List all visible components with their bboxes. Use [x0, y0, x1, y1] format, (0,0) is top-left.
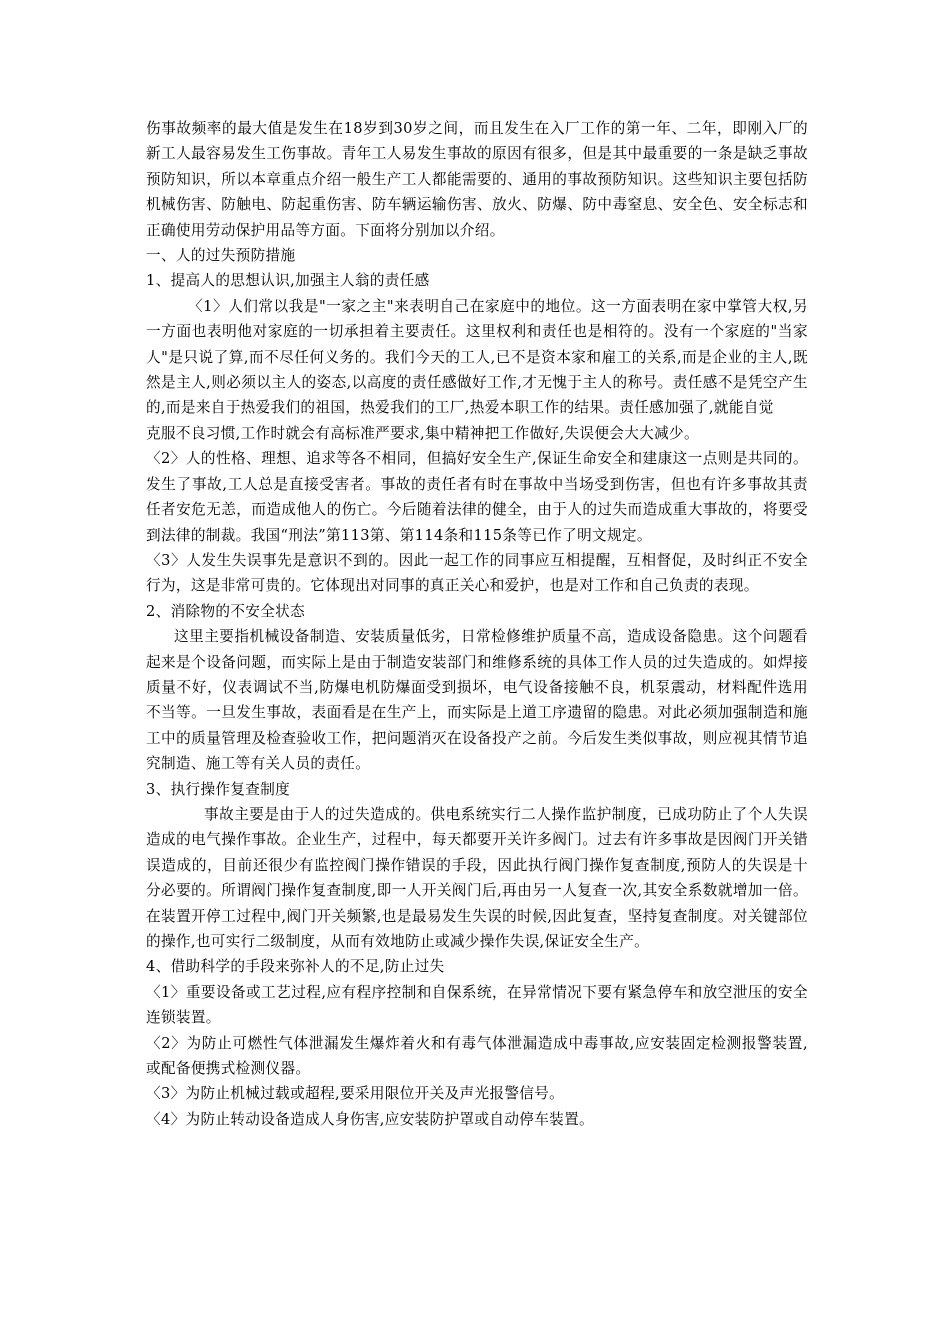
- heading-subsection-2: 2、消除物的不安全状态: [146, 602, 306, 620]
- list-item: 〈4〉为防止转动设备造成人身伤害,应安装防护罩或自动停车装置。: [146, 1110, 594, 1128]
- list-item: 〈2〉为防止可燃性气体泄漏发生爆炸着火和有毒气体泄漏造成中毒事故,应安装固定检测报警装置,或配备便携式检测仪器。: [146, 1034, 808, 1078]
- list-item: 〈3〉为防止机械过载或超程,要采用限位开关及声光报警信号。: [146, 1085, 565, 1103]
- paragraph-1-2: 〈2〉人的性格、理想、追求等各不相同，但搞好安全生产,保证生命安全和建康这一点则是共同的。发生了事故,工人总是直接受害者。事故的责任者有时在事故中当场受到伤害，但也有许多事故其责任者安危无恙，而造成他人的伤亡。今后随着法律的健全，由于人的过失而造成重大事故的，将要受到法律的制裁。我国“刑法”第113第、第114条和115条等已作了明文规定。: [146, 450, 808, 544]
- paragraph-1-1-continued: 克服不良习惯,工作时就会有高标准严要求,集中精神把工作做好,失误便会大大减少。: [146, 424, 699, 442]
- document-body: [146, 116, 808, 1132]
- paragraph-3-1: 事故主要是由于人的过失造成的。供电系统实行二人操作监护制度，已成功防止了个人失误造成的电气操作事故。企业生产，过程中，每天都要开关许多阀门。过去有许多事故是因阀门开关错误造成的，目前还很少有监控阀门操作错误的手段，因此执行阀门操作复查制度,预防人的失误是十分必要的。所谓阀门操作复查制度,即一人开关阀门后,再由另一人复查一次,其安全系数就增加一倍。在装置开停工过程中,阀门开关频繁,也是最易发生失误的时候,因此复查，坚持复查制度。对关键部位的操作,也可实行二级制度，从而有效地防止或减少操作失误,保证安全生产。: [146, 805, 808, 950]
- heading-subsection-4: 4、借助科学的手段来弥补人的不足,防止过失: [146, 958, 445, 976]
- heading-subsection-3: 3、执行操作复查制度: [146, 780, 291, 798]
- paragraph-2-1: 这里主要指机械设备制造、安装质量低劣，日常检修维护质量不高，造成设备隐患。这个问题看起来是个设备问题，而实际上是由于制造安装部门和维修系统的具体工作人员的过失造成的。如焊接质量不好，仪表调试不当,防爆电机防爆面受到损坏，电气设备接触不良，机泵震动，材料配件选用不当等。一旦发生事故，表面看是在生产上，而实际是上道工序遗留的隐患。对此必须加强制造和施工中的质量管理及检查验收工作，把问题消灭在设备投产之前。今后发生类似事故，则应视其情节追究制造、施工等有关人员的责任。: [146, 628, 808, 773]
- list-item: 〈1〉重要设备或工艺过程,应有程序控制和自保系统，在异常情况下要有紧急停车和放空泄压的安全连锁装置。: [146, 983, 808, 1027]
- paragraph-1-3: 〈3〉人发生失误事先是意识不到的。因此一起工作的同事应互相提醒，互相督促，及时纠正不安全行为，这是非常可贵的。它体现出对同事的真正关心和爱护，也是对工作和自己负责的表现。: [146, 551, 808, 595]
- heading-section-1: 一、人的过失预防措施: [146, 247, 296, 265]
- paragraph-1-1: 〈1〉人们常以我是"一家之主"来表明自己在家庭中的地位。这一方面表明在家中掌管大权,另一方面也表明他对家庭的一切承担着主要责任。这里权利和责任也是相符的。没有一个家庭的"当家人"是只说了算,而不尽任何义务的。我们今天的工人,已不是资本家和雇工的关系,而是企业的主人,既然是主人,则必须以主人的姿态,以高度的责任感做好工作,才无愧于主人的称号。责任感不是凭空产生的,而是来自于热爱我们的祖国，热爱我们的工厂,热爱本职工作的结果。责任感加强了,就能自觉: [146, 297, 808, 417]
- heading-subsection-1: 1、提高人的思想认识,加强主人翁的责任感: [146, 272, 430, 290]
- intro-paragraph: 伤事故频率的最大值是发生在18岁到30岁之间，而且发生在入厂工作的第一年、二年，即刚入厂的新工人最容易发生工伤事故。青年工人易发生事故的原因有很多，但是其中最重要的一条是缺乏事故预防知识，所以本章重点介绍一般生产工人都能需要的、通用的事故预防知识。这些知识主要包括防机械伤害、防触电、防起重伤害、防车辆运输伤害、放火、防爆、防中毒窒息、安全色、安全标志和正确使用劳动保护用品等方面。下面将分别加以介绍。: [146, 120, 808, 239]
